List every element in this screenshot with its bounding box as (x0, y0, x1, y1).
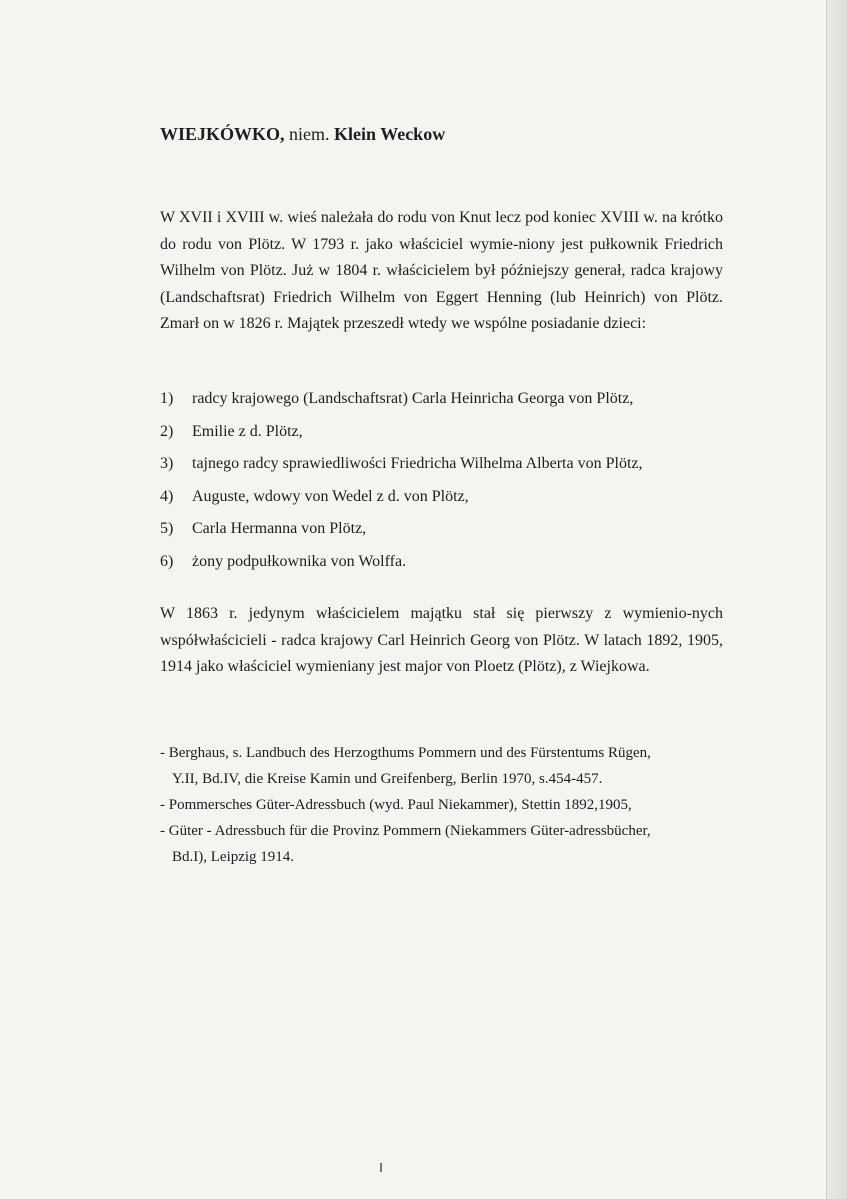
heir-number: 2) (160, 422, 174, 440)
reference-line: - Pommersches Güter-Adressbuch (wyd. Paul Niekammer), Stettin 1892,1905, (160, 797, 632, 813)
title-connector: niem. (284, 124, 335, 144)
heir-item (160, 386, 723, 419)
reference-line-continuation: Bd.I), Leipzig 1914. (172, 849, 295, 865)
heir-number: 6) (160, 552, 174, 570)
heir-number: 4) (160, 487, 174, 505)
heir-text: radcy krajowego (Landschaftsrat) Carla Heinricha Georga von Plötz, (192, 390, 634, 407)
scan-speck (380, 1163, 382, 1172)
heir-text: Emilie z d. Plötz, (192, 422, 303, 440)
heir-text: Carla Hermanna von Plötz, (192, 520, 367, 537)
heir-item (160, 516, 723, 549)
heir-text: Auguste, wdowy von Wedel z d. von Plötz, (192, 487, 469, 505)
title-polish-name: WIEJKÓWKO, (160, 124, 285, 144)
reference-line-continuation: Y.II, Bd.IV, die Kreise Kamin und Greifenberg, Berlin 1970, s.454-457. (172, 771, 603, 787)
heir-text: tajnego radcy sprawiedliwości Friedricha Wilhelma Alberta von Plötz, (192, 455, 643, 472)
title-german-name: Klein Weckow (334, 124, 446, 144)
history-paragraph-1: W XVII i XVIII w. wieś należała do rodu von Knut lecz pod koniec XVIII w. na krótko do rodu von Plötz. W 1793 r. jako właściciel wymie-niony jest pułkownik Friedrich Wilhelm von Plötz. Już w 1804 r. właścicielem był późniejszy generał, radca krajowy (Landschaftsrat) Friedrich Wilhelm von Eggert Henning (lub Heinrich) von Plötz. Zmarł on w 1826 r. Majątek przeszedł wtedy we wspólne posiadanie dzieci: (160, 209, 723, 333)
reference-item (160, 740, 725, 792)
reference-line: - Güter - Adressbuch für die Provinz Pommern (Niekammers Güter-adressbücher, (160, 823, 651, 839)
page-edge-shadow (826, 0, 847, 1199)
heir-item (160, 484, 723, 517)
heir-text: żony podpułkownika von Wolffa. (192, 552, 407, 570)
reference-item (160, 818, 725, 870)
page-title (160, 124, 445, 145)
heir-item (160, 419, 723, 452)
history-paragraph-2: W 1863 r. jedynym właścicielem majątku stał się pierwszy z wymienio-nych współwłaścicieli - radca krajowy Carl Heinrich Georg von Plötz. W latach 1892, 1905, 1914 jako właściciel wymieniany jest major von Ploetz (Plötz), z Wiejkowa. (160, 605, 723, 676)
heir-number: 1) (160, 390, 174, 407)
heir-number: 5) (160, 520, 174, 537)
reference-item (160, 792, 725, 818)
reference-line: - Berghaus, s. Landbuch des Herzogthums Pommern und des Fürstentums Rügen, (160, 745, 651, 761)
references-list (160, 740, 725, 870)
heirs-list (160, 386, 723, 581)
heir-item (160, 451, 723, 484)
heir-number: 3) (160, 455, 174, 472)
heir-item (160, 549, 723, 582)
